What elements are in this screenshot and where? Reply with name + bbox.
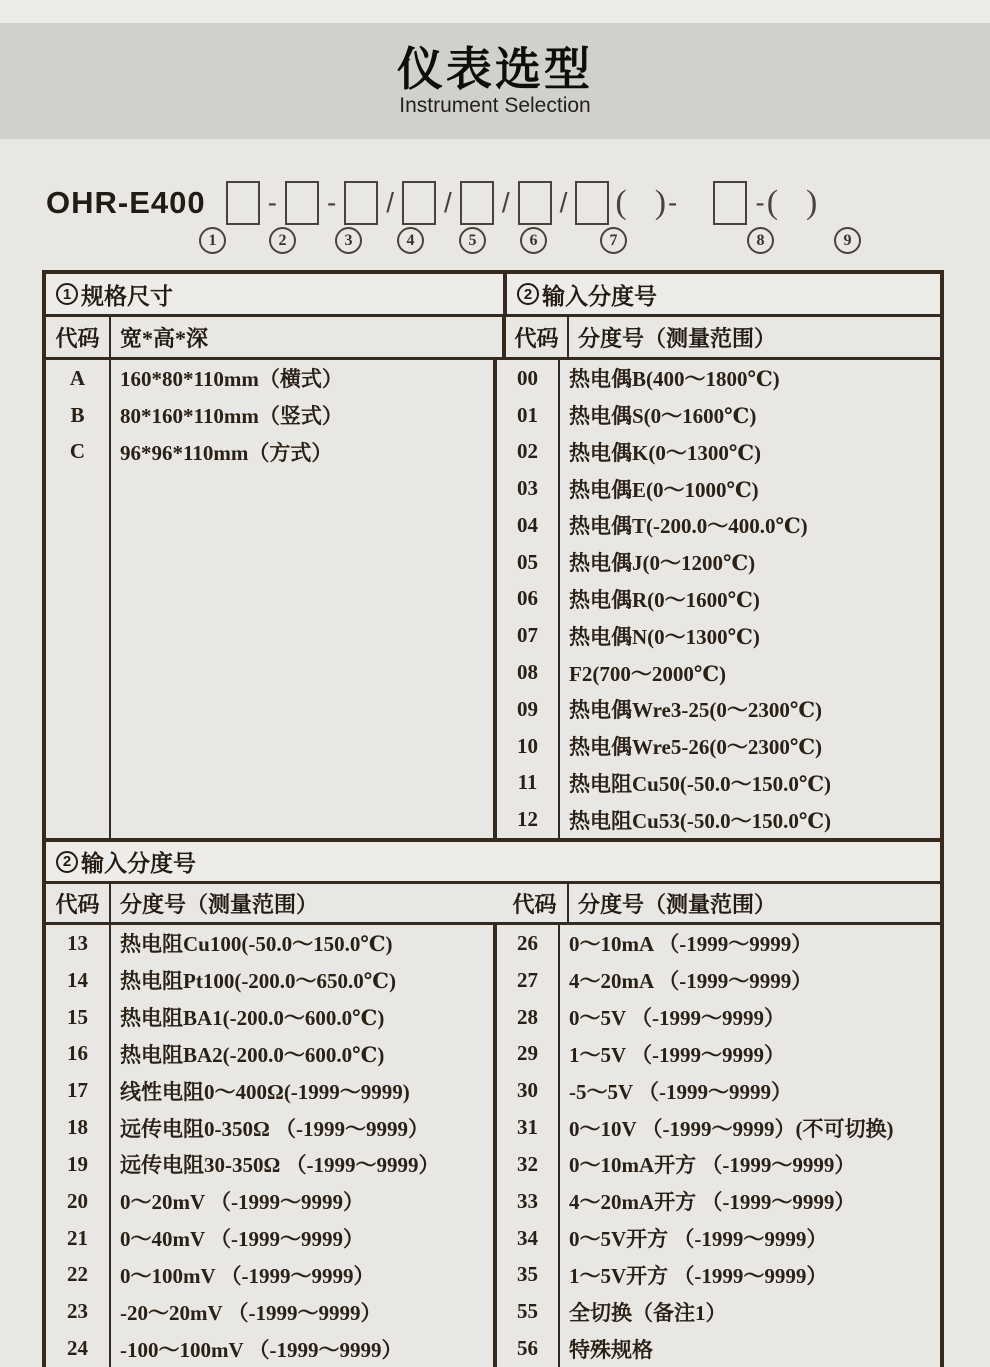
table-cell-value: 热电阻Cu100(-50.0～150.0℃) [120, 932, 393, 957]
table-cell-value: F2(700～2000℃) [569, 661, 726, 686]
page-title: 仪表选型 [397, 42, 593, 95]
table-cell-code: 18 [67, 1115, 88, 1140]
table-cell-value: 0～100mV （-1999～9999） [120, 1263, 375, 1288]
table1-left-code-header: 代码 [55, 325, 100, 351]
table-cell-code: 09 [517, 696, 538, 721]
table-cell-value: 160*80*110mm（横式） [120, 367, 343, 392]
model-blank-box-1 [226, 181, 260, 225]
table-cell-value: -20～20mV （-1999～9999） [120, 1300, 382, 1325]
table-cell-value: 热电偶T(-200.0～400.0℃) [569, 514, 808, 539]
table-cell-code: 33 [517, 1188, 538, 1213]
table-cell-value: 热电阻BA2(-200.0～600.0℃) [120, 1042, 385, 1067]
table-cell-value: 0～10mA开方 （-1999～9999） [569, 1153, 856, 1178]
table2-data [46, 925, 940, 1367]
table2-right-value-header: 分度号（测量范围） [578, 891, 777, 917]
circled-index-9: 9 [834, 227, 861, 254]
table1-right-code-header: 代码 [514, 325, 559, 351]
table-cell-value: -100～100mV （-1999～9999） [120, 1337, 403, 1362]
model-paren-close: ) [654, 184, 667, 221]
table-cell-value: 热电偶B(400～1800℃) [569, 367, 780, 392]
model-blank-box-6 [518, 181, 552, 225]
model-blank-box-7 [575, 181, 609, 225]
selection-table [42, 270, 944, 1367]
model-paren-close: ) [806, 184, 818, 221]
table-cell-code: 22 [67, 1262, 88, 1287]
table-cell-value: 线性电阻0～400Ω(-1999～9999) [120, 1079, 410, 1104]
table-cell-code: 23 [67, 1299, 88, 1324]
table-cell-code: 02 [517, 439, 538, 464]
table-cell-code: 06 [517, 586, 538, 611]
table-cell-code: A [69, 365, 86, 390]
table-cell-code: 16 [67, 1041, 88, 1066]
table-cell-code: 34 [517, 1225, 538, 1250]
model-separator: - [326, 187, 337, 218]
table-cell-code: 11 [517, 770, 538, 795]
table-cell-code: 24 [67, 1336, 88, 1361]
table2-band-label: 输入分度号 [81, 850, 196, 876]
table-cell-code: 00 [517, 365, 538, 390]
table-cell-value: 0～20mV （-1999～9999） [120, 1190, 365, 1215]
circled-index-3: 3 [335, 227, 362, 254]
model-code-line [46, 180, 817, 226]
table1-right-band-label: 输入分度号 [542, 282, 657, 309]
table-cell-value: 热电阻Cu50(-50.0～150.0℃) [569, 771, 831, 796]
circled-index-7: 7 [600, 227, 627, 254]
table-cell-code: 05 [517, 549, 538, 574]
table1-band [46, 274, 940, 314]
circled-number: 1 [56, 283, 78, 305]
table-cell-value: 热电偶N(0～1300℃) [569, 624, 760, 649]
model-blank-box-3 [344, 181, 378, 225]
table2-left-value-column [111, 925, 493, 1367]
model-separator: / [501, 187, 510, 218]
table1-right-code-column [497, 360, 558, 838]
model-separator: - [755, 187, 765, 218]
table2-left-code-column [46, 925, 109, 1367]
table-cell-code: 26 [517, 930, 538, 955]
model-separator: / [559, 187, 568, 218]
table-cell-code: 12 [517, 807, 538, 832]
table-cell-code: 20 [67, 1188, 88, 1213]
table1-header-row [46, 317, 940, 357]
table2-left-code-header: 代码 [55, 891, 100, 917]
table-cell-code: 01 [517, 402, 538, 427]
table-cell-code: 19 [67, 1151, 88, 1176]
table1-right-value-header: 分度号（测量范围） [578, 325, 777, 351]
table-cell-value: 80*160*110mm（竖式） [120, 404, 343, 429]
circled-index-2: 2 [269, 227, 296, 254]
table-cell-value: 0～40mV （-1999～9999） [120, 1227, 365, 1252]
table-cell-code: B [70, 402, 85, 427]
table-cell-code: 56 [517, 1336, 538, 1361]
table1-right-band [507, 274, 940, 314]
table1-left-code-column [46, 360, 109, 838]
table-cell-code: 03 [517, 476, 538, 501]
model-blank-box-8 [713, 181, 747, 225]
table2-right-code-header: 代码 [512, 891, 557, 917]
table-cell-code: 30 [517, 1078, 538, 1103]
table1-left-value-header: 宽*高*深 [120, 325, 209, 351]
model-blank-box-2 [285, 181, 319, 225]
circled-number: 2 [517, 283, 539, 305]
table-cell-value: 热电偶E(0～1000℃) [569, 477, 759, 502]
table-cell-value: 0～10V （-1999～9999）(不可切换) [569, 1116, 894, 1141]
table-cell-code: 10 [517, 733, 538, 758]
table-cell-value: 4～20mA开方 （-1999～9999） [569, 1190, 856, 1215]
page-banner [0, 23, 990, 139]
model-separator: / [444, 187, 452, 218]
table-cell-value: 4～20mA （-1999～9999） [569, 969, 813, 994]
table-cell-code: 31 [517, 1115, 538, 1140]
model-paren-open: ( [766, 184, 779, 221]
table-cell-value: 特殊规格 [569, 1337, 653, 1362]
table-cell-value: -5～5V （-1999～9999） [569, 1079, 793, 1104]
model-paren-open: ( [615, 184, 627, 221]
table-cell-code: C [69, 439, 86, 464]
model-blank-box-5 [460, 181, 494, 225]
table1-left-band [46, 274, 503, 314]
circled-index-1: 1 [199, 227, 226, 254]
table-cell-value: 1～5V （-1999～9999） [569, 1042, 786, 1067]
table-cell-code: 08 [517, 660, 538, 684]
table-cell-code: 55 [517, 1299, 538, 1324]
table-cell-code: 21 [67, 1225, 88, 1250]
table1-left-band-label: 规格尺寸 [81, 282, 173, 309]
table-cell-value: 热电偶Wre5-26(0～2300℃) [569, 735, 823, 760]
table2-band-cell [46, 842, 940, 881]
table-cell-code: 13 [67, 930, 88, 955]
table-cell-code: 07 [517, 623, 538, 648]
table-cell-value: 热电偶Wre3-25(0～2300℃) [569, 698, 823, 723]
table1-left-value-column [111, 360, 493, 838]
table-cell-code: 04 [517, 512, 538, 537]
table-cell-value: 热电阻Cu53(-50.0～150.0℃) [569, 808, 831, 833]
table-cell-value: 热电偶K(0～1300℃) [569, 440, 761, 465]
table1-right-value-column [560, 360, 940, 838]
table-cell-value: 1～5V开方 （-1999～9999） [569, 1263, 828, 1288]
table-cell-value: 96*96*110mm（方式） [120, 440, 333, 465]
circled-index-5: 5 [459, 227, 486, 254]
table-cell-value: 0～10mA （-1999～9999） [569, 932, 813, 957]
table-cell-value: 热电偶R(0～1600℃) [569, 587, 760, 612]
model-separator: / [386, 187, 395, 218]
table-cell-code: 29 [517, 1041, 538, 1066]
table2-right-value-column [560, 925, 940, 1367]
circled-index-4: 4 [397, 227, 424, 254]
table-cell-code: 15 [67, 1004, 88, 1029]
table-cell-code: 27 [517, 967, 538, 992]
table-cell-value: 0～5V （-1999～9999） [569, 1006, 786, 1031]
model-separator: - [267, 187, 277, 218]
page-subtitle: Instrument Selection [399, 93, 591, 117]
table-cell-value: 远传电阻30-350Ω （-1999～9999） [120, 1153, 440, 1178]
model-blank-box-4 [402, 181, 436, 225]
table-cell-value: 全切换（备注1） [569, 1300, 727, 1325]
table1-data [46, 360, 940, 838]
table-cell-value: 热电阻Pt100(-200.0～650.0℃) [120, 969, 396, 994]
top-strip [0, 0, 990, 23]
table-cell-code: 35 [517, 1262, 538, 1287]
circled-index-8: 8 [747, 227, 774, 254]
model-separator: - [668, 187, 678, 218]
table-cell-value: 热电阻BA1(-200.0～600.0℃) [120, 1006, 385, 1031]
table2-band [46, 842, 940, 881]
table-cell-code: 17 [67, 1078, 88, 1103]
table-cell-value: 远传电阻0-350Ω （-1999～9999） [120, 1116, 430, 1141]
table-cell-code: 32 [517, 1151, 538, 1176]
table-cell-code: 28 [517, 1004, 538, 1029]
table2-header-row [46, 884, 940, 922]
circled-number: 2 [56, 851, 78, 873]
model-prefix: OHR-E400 [46, 185, 206, 220]
circled-index-6: 6 [520, 227, 547, 254]
table-cell-value: 热电偶J(0～1200℃) [569, 551, 756, 576]
table2-right-code-column [497, 925, 558, 1367]
table-cell-value: 0～5V开方 （-1999～9999） [569, 1227, 828, 1252]
table-cell-code: 14 [67, 967, 88, 992]
table2-left-value-header: 分度号（测量范围） [120, 891, 319, 917]
table-cell-value: 热电偶S(0～1600℃) [569, 404, 757, 429]
